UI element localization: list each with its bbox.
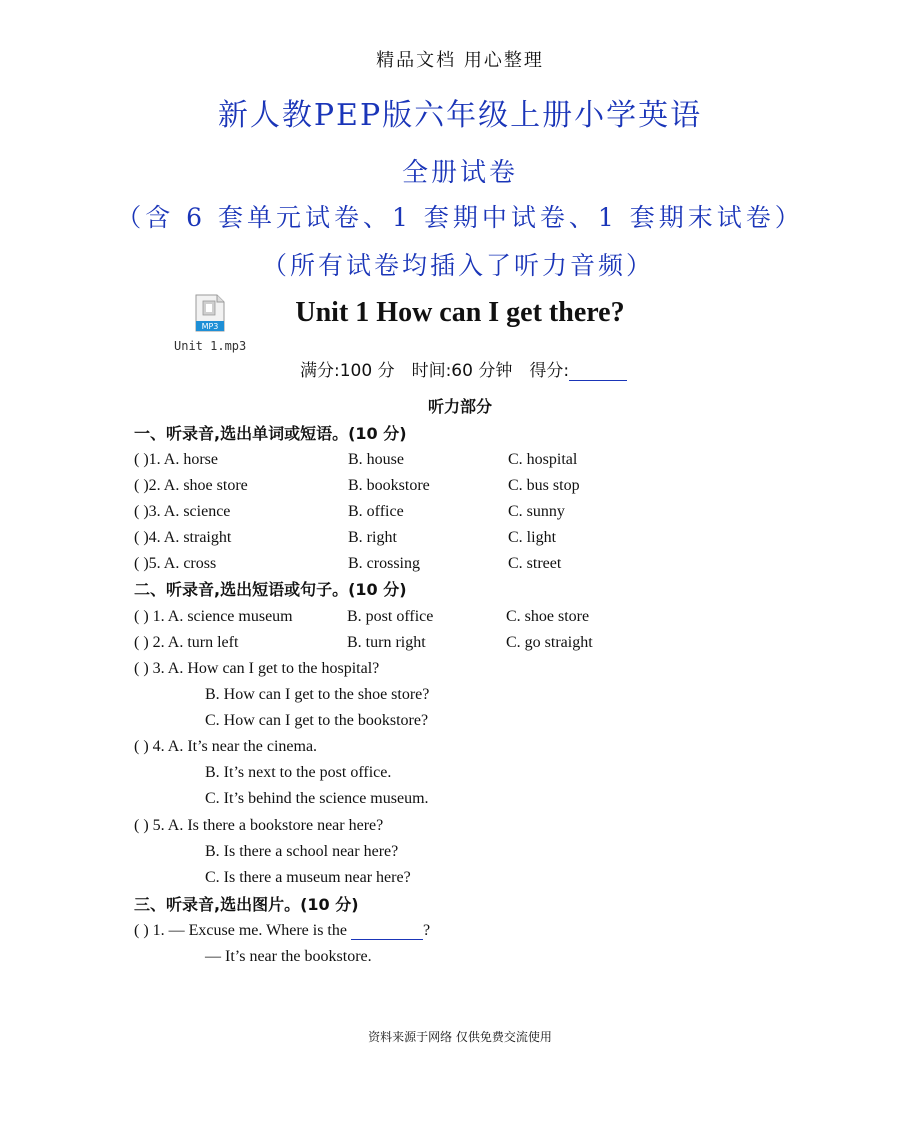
s2-q4-c: C. It’s behind the science museum. — [205, 790, 429, 807]
s2-q1-c: C. shoe store — [506, 608, 590, 625]
s1-q2-a: ( )2. A. shoe store — [134, 477, 248, 494]
s1-q3-c: C. sunny — [508, 503, 565, 520]
s1-q4-a: ( )4. A. straight — [134, 529, 232, 546]
s1-q5-b: B. crossing — [348, 555, 420, 572]
score-blank[interactable] — [569, 362, 627, 381]
score-line — [300, 356, 627, 381]
doc-subtitle: 全册试卷 — [401, 158, 518, 188]
s1-q1-b: B. house — [348, 451, 404, 468]
s2-q3-c: C. How can I get to the bookstore? — [205, 712, 429, 729]
s2-q2-b: B. turn right — [347, 634, 426, 651]
doc-title: 新人教PEP版六年级上册小学英语 — [217, 98, 703, 133]
s2-q5-a: ( ) 5. A. Is there a bookstore near here? — [134, 817, 384, 834]
s2-q5-c: C. Is there a museum near here? — [205, 869, 411, 886]
section-1-heading: 一、听录音,选出单词或短语。(10 分) — [134, 424, 407, 443]
unit-title: Unit 1 How can I get there? — [295, 297, 625, 328]
s2-q3-a: ( ) 3. A. How can I get to the hospital? — [134, 660, 380, 677]
s2-q4-b: B. It’s next to the post office. — [205, 764, 392, 781]
s2-q2-c: C. go straight — [506, 634, 593, 651]
s3-q1-answer: — It’s near the bookstore. — [205, 948, 372, 965]
doc-contents-note: （含 6 套单元试卷、1 套期中试卷、1 套期末试卷） — [116, 203, 804, 232]
s2-q4-a: ( ) 4. A. It’s near the cinema. — [134, 738, 318, 755]
s2-q2-a: ( ) 2. A. turn left — [134, 634, 239, 651]
s1-q4-b: B. right — [348, 529, 397, 546]
s1-q1-a: ( )1. A. horse — [134, 451, 218, 468]
page-footer: 资料来源于网络 仅供免费交流使用 — [368, 1030, 552, 1044]
s3-q1-blank[interactable] — [351, 922, 423, 940]
s1-q3-b: B. office — [348, 503, 404, 520]
s3-q1 — [134, 922, 430, 940]
s1-q4-c: C. light — [508, 529, 557, 546]
s2-q5-b: B. Is there a school near here? — [205, 843, 399, 860]
s2-q3-b: B. How can I get to the shoe store? — [205, 686, 430, 703]
s2-q1-a: ( ) 1. A. science museum — [134, 608, 293, 625]
s1-q3-a: ( )3. A. science — [134, 503, 231, 520]
s1-q1-c: C. hospital — [508, 451, 578, 468]
part-heading: 听力部分 — [427, 397, 492, 416]
score-text: 满分:100 分 时间:60 分钟 得分: — [300, 361, 570, 381]
section-2-heading: 二、听录音,选出短语或句子。(10 分) — [134, 580, 407, 599]
mp3-badge: MP3 — [201, 322, 219, 331]
s1-q2-c: C. bus stop — [508, 477, 580, 494]
s3-q1-suffix: ? — [422, 922, 431, 939]
s3-q1-text: ( ) 1. — Excuse me. Where is the — [134, 922, 347, 939]
s1-q5-a: ( )5. A. cross — [134, 555, 217, 572]
s2-q1-b: B. post office — [347, 608, 434, 625]
s1-q2-b: B. bookstore — [348, 477, 430, 494]
doc-audio-note: （所有试卷均插入了听力音频） — [262, 251, 655, 280]
s1-q5-c: C. street — [508, 555, 562, 572]
attachment-filename[interactable]: Unit 1.mp3 — [174, 339, 247, 353]
section-3-heading: 三、听录音,选出图片。(10 分) — [134, 895, 359, 914]
page-header: 精品文档 用心整理 — [376, 50, 544, 71]
